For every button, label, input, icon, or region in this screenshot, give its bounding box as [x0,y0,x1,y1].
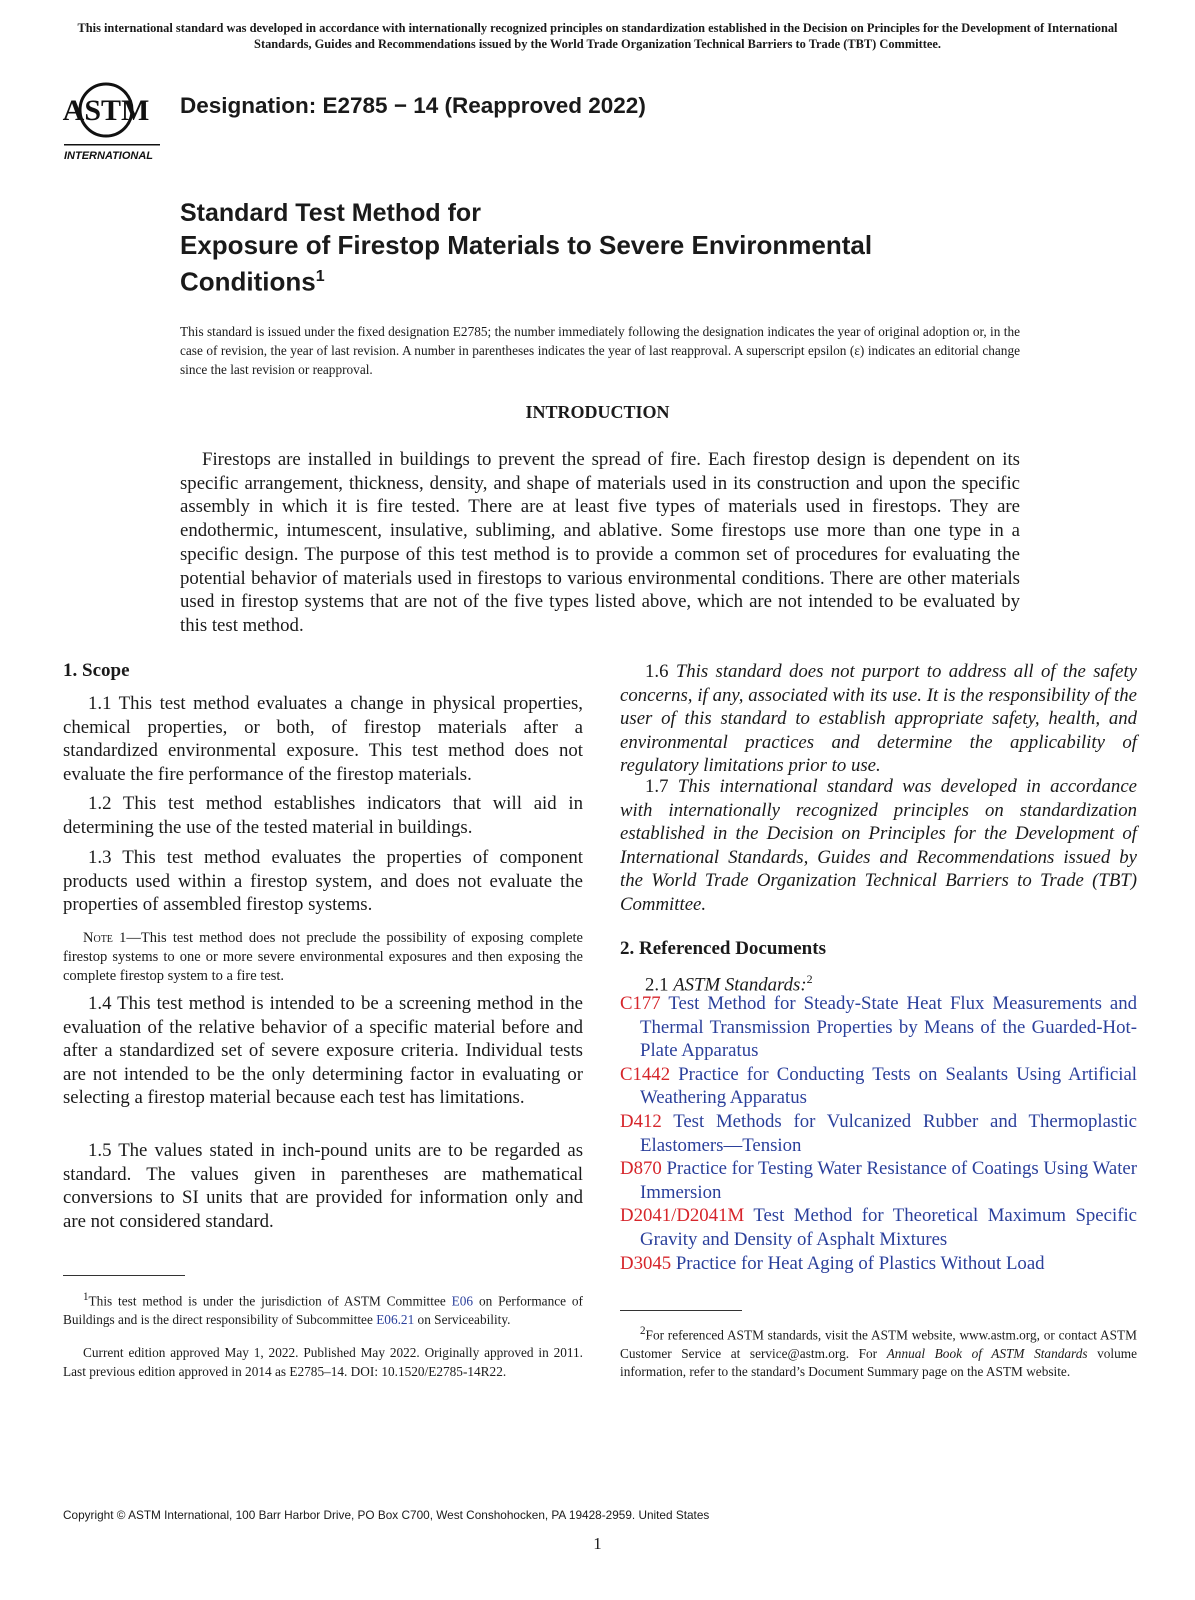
document-title [180,197,872,298]
title-footnote-ref: 1 [315,268,325,285]
reference-item[interactable] [620,1204,1137,1251]
note-1 [63,929,583,986]
reference-code[interactable]: C177 [620,993,661,1014]
footnote-rule-right [620,1310,742,1311]
reference-title[interactable]: Test Methods for Vulcanized Rubber and Thermoplastic Elastomers—Tension [640,1110,1138,1156]
reference-title[interactable]: Test Method for Theoretical Maximum Specific Gravity and Density of Asphalt Mixtures [640,1205,1137,1250]
reference-item[interactable] [620,1157,1137,1204]
reference-item[interactable] [620,1063,1137,1110]
subsection-number: 2.1 [645,974,669,996]
reference-code[interactable]: C1442 [620,1063,671,1085]
section-1-6-num: 1.6 [645,661,669,682]
section-1-3: 1.3 This test method evaluates the properties of component products used within a firestop system, and does not evaluate the properties of assembled firestop systems. [63,847,583,916]
footnote-1-text-a: This test method is under the jurisdiction of ASTM Committee [88,1293,452,1309]
subcommittee-e0621-link[interactable]: E06.21 [376,1311,415,1327]
astm-logo [62,70,170,170]
section-1-2: 1.2 This test method establishes indicators that will aid in determining the use of the tested material in buildings. [63,793,583,838]
footnote-2-marker: 2 [640,1325,646,1337]
reference-list [620,992,1137,1275]
reference-item[interactable] [620,1110,1137,1157]
committee-e06-link[interactable]: E06 [451,1293,474,1309]
footnote-1-text-b: on Performance of Buildings and is the direct responsibility of Subcommittee [63,1293,583,1327]
logo-subtitle: INTERNATIONAL [64,150,154,162]
section-1-7 [620,775,1137,917]
title-line-3: Conditions [180,266,316,297]
scope-heading: 1. Scope [63,660,130,681]
logo-letters: ASTM [62,94,150,127]
note-1-label: Note 1 [83,930,127,946]
reference-code[interactable]: D412 [620,1110,662,1132]
annual-book-title: Annual Book of ASTM Standards [886,1345,1088,1361]
reference-code[interactable]: D2041/D2041M [620,1205,745,1227]
section-1-7-num: 1.7 [645,776,669,797]
footnote-1 [63,1288,583,1329]
designation-note: This standard is issued under the fixed designation E2785; the number immediately following the designation indicates the year of original adoption or, in the case of revision, the year of last revision. A number in parentheses indicates the year of last reapproval. A superscript epsilon (ε) indicates an editorial change since the last revision or reapproval. [180,324,1020,377]
footnote-1-edition: Current edition approved May 1, 2022. Published May 2022. Originally approved in 2011. Last previous edition approved in 2014 as E2785–14. DOI: 10.1520/E2785-14R22. [63,1345,583,1379]
reference-code[interactable]: D870 [620,1158,662,1180]
page-number: 1 [593,1534,602,1553]
note-1-text: —This test method does not preclude the possibility of exposing complete firestop systems to one or more severe environmental exposures and then exposing the complete firestop system to a fire test. [63,930,583,984]
section-1-1: 1.1 This test method evaluates a change in physical properties, chemical properties, or both, of firestop materials after a standardized environmental exposure. This test method does not evaluate the fire performance of the firestop materials. [63,693,583,785]
wto-notice: This international standard was developed in accordance with internationally recognized principles on standardization established in the Decision on Principles for the Development of International Standards, Guides and Recommendations issued by the World Trade Organization Technical Barriers to Trade (TBT) Committee. [77,21,1118,51]
footnote-2-text-b: volume information, refer to the standard’s Document Summary page on the ASTM website. [620,1345,1137,1380]
referenced-documents-heading: 2. Referenced Documents [620,938,826,959]
introduction-text: Firestops are installed in buildings to prevent the spread of fire. Each firestop design is dependent on its specific arrangement, thickness, density, and shape of materials used in its construction and upon the specific assembly in which it is fire tested. There are at least five types of materials used in firestops. They are endothermic, intumescent, insulative, subliming, and ablative. Some firestops use more than one type in a specific design. The purpose of this test method is to provide a common set of procedures for evaluating the potential behavior of materials used in firestops to various environmental conditions. There are other materials used in firestop systems that are not of the five types listed above, which are not intended to be evaluated by this test method. [180,449,1020,636]
title-line-1: Standard Test Method for [180,199,481,227]
reference-title[interactable]: Practice for Testing Water Resistance of Coatings Using Water Immersion [640,1158,1137,1203]
subsection-label: ASTM Standards: [673,974,807,996]
footnote-rule-left [63,1275,185,1276]
reference-item[interactable] [620,992,1137,1063]
section-1-6 [620,660,1137,778]
footnote-2 [620,1322,1137,1382]
footnote-2-ref: 2 [806,972,813,986]
section-1-7-text: This international standard was developed in accordance with internationally recognized principles on standardization established in the Decision on Principles for the Development of International Standards, Guides and Recommendations issued by the World Trade Organization Technical Barriers to Trade (TBT) Committee. [620,776,1138,915]
reference-title[interactable]: Practice for Conducting Tests on Sealants Using Artificial Weathering Apparatus [640,1063,1137,1109]
section-1-4: 1.4 This test method is intended to be a screening method in the evaluation of the relative behavior of a specific material before and after a standardized set of severe exposure criteria. Individual tests are not intended to be the only determining factor in evaluating or selecting a firestop material because each test has limitations. [63,993,583,1109]
reference-code[interactable]: D3045 [620,1252,672,1274]
reference-title[interactable]: Test Method for Steady-State Heat Flux Measurements and Thermal Transmission Properties by Means of the Guarded-Hot-Plate Apparatus [640,993,1137,1062]
reference-title[interactable]: Practice for Heat Aging of Plastics Without Load [675,1252,1045,1274]
designation: Designation: E2785 − 14 (Reapproved 2022) [180,93,646,118]
copyright-line: Copyright © ASTM International, 100 Barr Harbor Drive, PO Box C700, West Conshohocken, PA 19428-2959. United States [63,1508,710,1522]
reference-item[interactable] [620,1252,1137,1276]
footnote-2-text-a: For referenced ASTM standards, visit the ASTM website, www.astm.org, or contact ASTM Customer Service at service@astm.org. For [620,1327,1137,1361]
footnote-1-text-c: on Serviceability. [414,1311,511,1327]
section-1-6-text: This standard does not purport to address all of the safety concerns, if any, associated with its use. It is the responsibility of the user of this standard to establish appropriate safety, health, and environmental practices and determine the applicability of regulatory limitations prior to use. [620,661,1137,777]
section-1-5: 1.5 The values stated in inch-pound units are to be regarded as standard. The values given in parentheses are mathematical conversions to SI units that are provided for information only and are not considered standard. [63,1140,583,1232]
footnote-1-marker: 1 [83,1291,89,1303]
introduction-heading: INTRODUCTION [525,402,670,422]
title-line-2: Exposure of Firestop Materials to Severe Environmental [180,230,873,260]
